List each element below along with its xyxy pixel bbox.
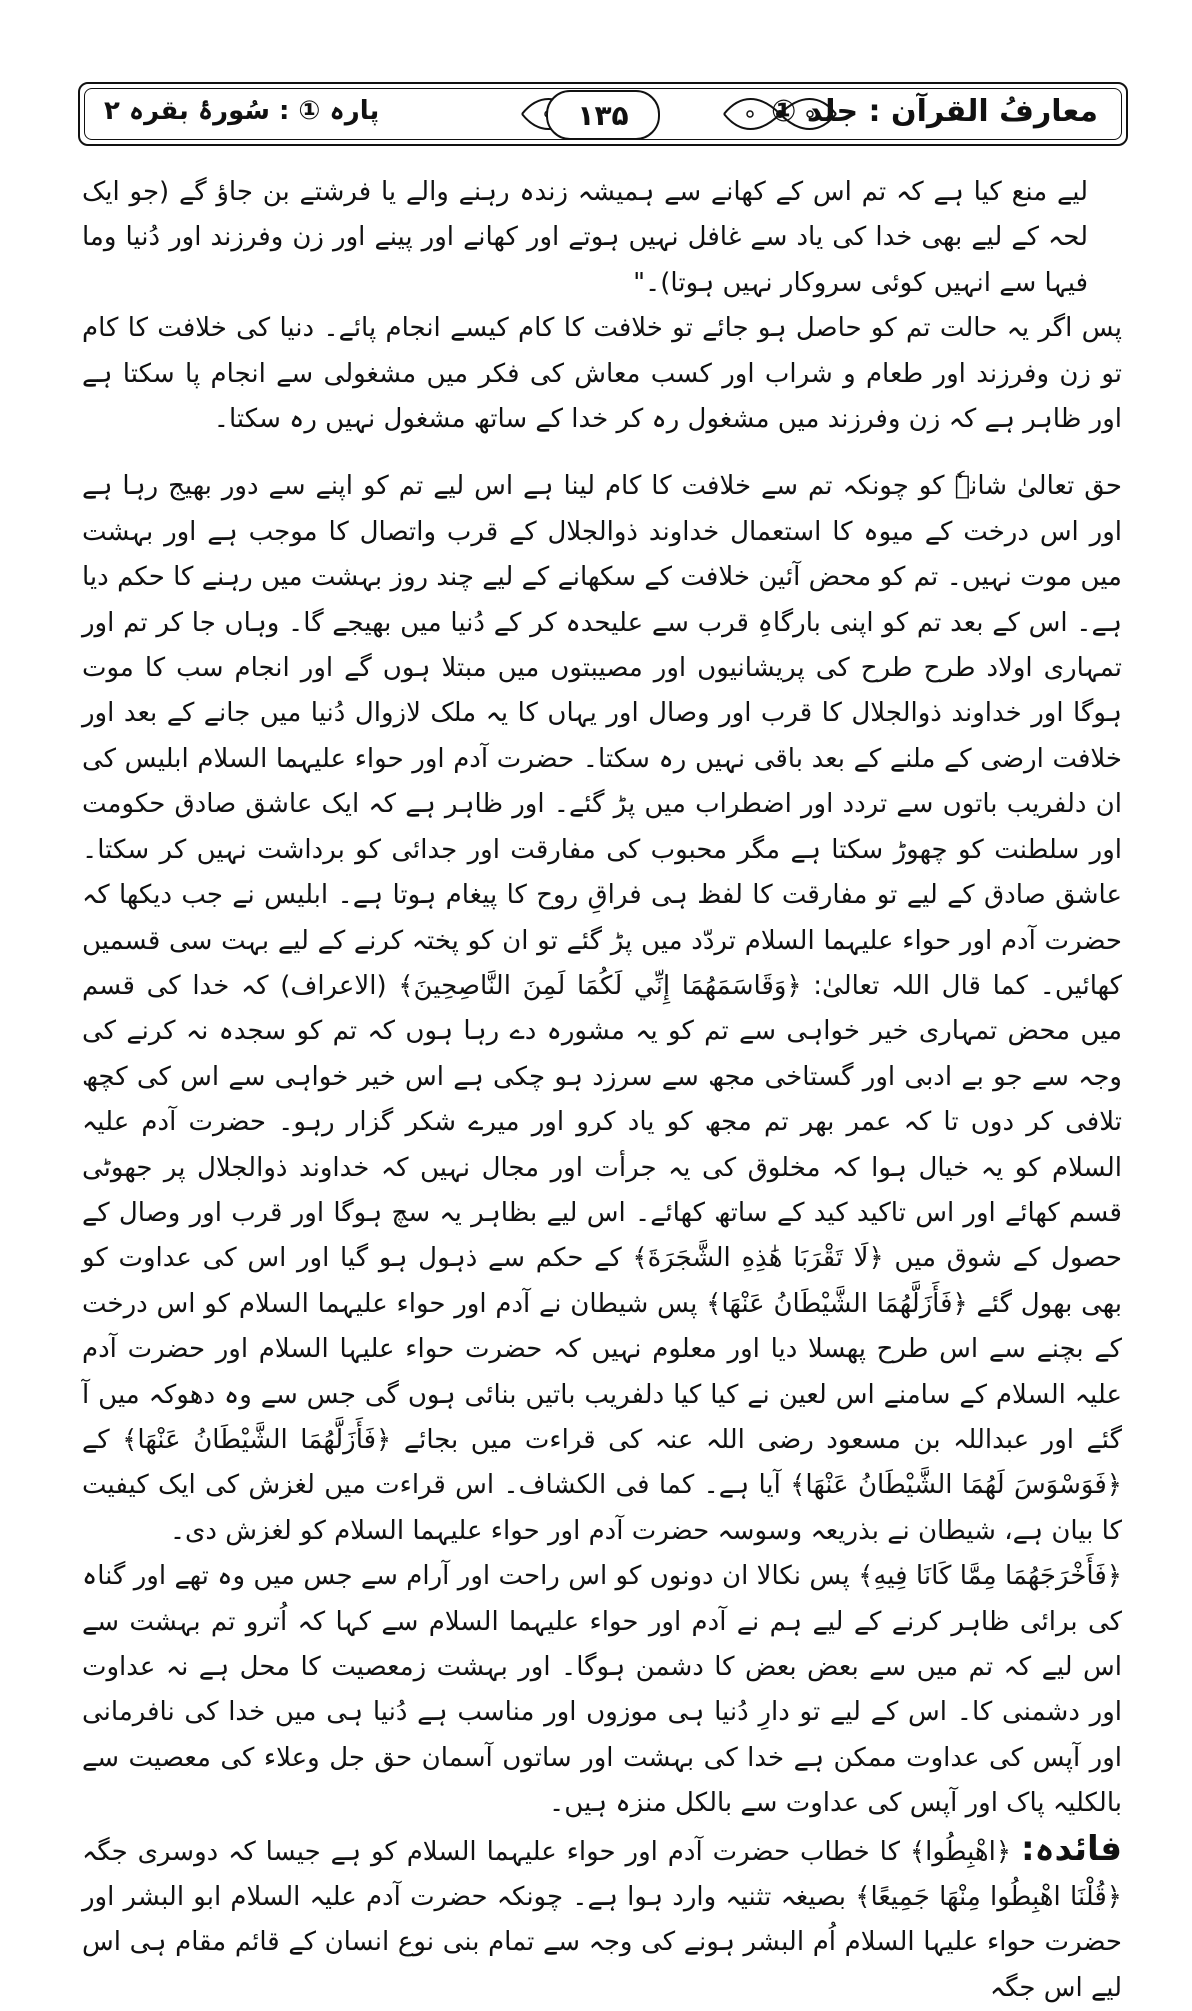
paragraph: پس اگر یہ حالت تم کو حاصل ہو جائے تو خلافت کا کام کیسے انجام پائے۔ دنیا کی خلافت کا کام تو زن وفرزند اور طعام و شراب اور کسب معاش کی فکر میں مشغولی سے انجام پا سکتا ہے اور ظاہر ہے کہ زن وفرزند میں مشغول رہ کر خدا کے ساتھ مشغول نہیں رہ سکتا۔ [82,313,1122,435]
note-text: ﴿اهْبِطُوا﴾ کا خطاب حضرت آدم اور حواء علیہما السلام کو ہے جیسا کہ دوسری جگہ ﴿قُلْنَا اهْبِطُوا مِنْهَا جَمِيعًا﴾ بصیغہ تثنیہ وارد ہوا ہے۔ چونکہ حضرت آدم علیہ السلام ابو البشر اور حضرت حواء علیہا السلام اُم البشر ہونے کی وجہ سے تمام بنی نوع انسان کے قائم مقام ہی اس لیے اس جگہ [82,1836,1122,2003]
paragraph-gap [82,442,1122,464]
note-label: فائدہ: [1021,1828,1122,1869]
page-number: ۱۳۵ [546,90,660,140]
page-header [78,82,1128,146]
book-title: معارفُ القرآن : جلد ① [771,94,1098,129]
page-body [82,170,1122,2011]
paragraph: حق تعالیٰ شانہٗ کو چونکہ تم سے خلافت کا کام لینا ہے اس لیے تم کو اپنے سے دور بھیج رہا ہے اور اس درخت کے میوہ کا استعمال خداوند ذوالجلال کے قرب واتصال کا موجب ہے اور بہشت میں موت نہیں۔ تم کو محض آئین خلافت کے سکھانے کے لیے چند روز بہشت میں رہنے کا حکم دیا ہے۔ اس کے بعد تم کو اپنی بارگاہِ قرب سے علیحدہ کر کے دُنیا میں بھیجے گا۔ وہاں جا کر تم اور تمہاری اولاد طرح طرح کی پریشانیوں اور مصیبتوں میں مبتلا ہوں گے اور انجام سب کا موت ہوگا اور خداوند ذوالجلال کا قرب اور وصال اور یہاں کا یہ ملک لازوال دُنیا میں جانے کے بعد اور خلافت ارضی کے ملنے کے بعد باقی نہیں رہ سکتا۔ حضرت آدم اور حواء علیہما السلام ابلیس کی ان دلفریب باتوں سے تردد اور اضطراب میں پڑ گئے۔ اور ظاہر ہے کہ ایک عاشق صادق حکومت اور سلطنت کو چھوڑ سکتا ہے مگر محبوب کی مفارقت اور جدائی کو برداشت نہیں کر سکتا۔ عاشق صادق کے لیے تو مفارقت کا لفظ ہی فراقِ روح کا پیغام ہوتا ہے۔ ابلیس نے جب دیکھا کہ حضرت آدم اور حواء علیہما السلام تردّد میں پڑ گئے تو ان کو پختہ کرنے کے لیے بہت سی قسمیں کھائیں۔ کما قال اللہ تعالیٰ: ﴿وَقَاسَمَهُمَا إِنِّي لَكُمَا لَمِنَ النَّاصِحِينَ﴾ (الاعراف) کہ خدا کی قسم میں محض تمہاری خیر خواہی سے تم کو یہ مشورہ دے رہا ہوں کہ تم کو سجدہ نہ کرنے کی وجہ سے جو بے ادبی اور گستاخی مجھ سے سرزد ہو چکی ہے اس خیر خواہی سے اس کی کچھ تلافی کر دوں تا کہ عمر بھر تم مجھ کو یاد کرو اور میرے شکر گزار رہو۔ حضرت آدم علیہ السلام کو یہ خیال ہوا کہ مخلوق کی یہ جرأت اور مجال نہیں کہ خداوند ذوالجلال پر جھوٹی قسم کھائے اور اس تاکید کید کے ساتھ کھائے۔ اس لیے بظاہر یہ سچ ہوگا اور قرب اور وصال کے حصول کے شوق میں ﴿لَا تَقْرَبَا هَٰذِهِ الشَّجَرَةَ﴾ کے حکم سے ذہول ہو گیا اور اس کی عداوت کو بھی بھول گئے ﴿فَأَزَلَّهُمَا الشَّيْطَانُ عَنْهَا﴾ پس شیطان نے آدم اور حواء علیہما السلام کو اس درخت کے بچنے سے اس طرح پھسلا دیا اور معلوم نہیں کہ حضرت حواء علیہا السلام اور حضرت آدم علیہ السلام کے سامنے اس لعین نے کیا کیا دلفریب باتیں بنائی ہوں گی جس سے وہ دھوکہ میں آ گئے اور عبداللہ بن مسعود رضی اللہ عنہ کی قراءت میں بجائے ﴿فَأَزَلَّهُمَا الشَّيْطَانُ عَنْهَا﴾ کے ﴿فَوَسْوَسَ لَهُمَا الشَّيْطَانُ عَنْهَا﴾ آیا ہے۔ کما فی الکشاف۔ اس قراءت میں لغزش کی ایک کیفیت کا بیان ہے، شیطان نے بذریعہ وسوسہ حضرت آدم اور حواء علیہما السلام کو لغزش دی۔ [82,471,1122,1546]
para-surah-info: پارہ ① : سُورۂ بقرہ ۲ [104,96,380,126]
note-paragraph [82,1827,1122,2011]
paragraph: لیے منع کیا ہے کہ تم اس کے کھانے سے ہمیشہ زندہ رہنے والے یا فرشتے بن جاؤ گے (جو ایک لحہ کے لیے بھی خدا کی یاد سے غافل نہیں ہوتے اور کھانے اور پینے اور زن وفرزند اور دُنیا وما فیہا سے انہیں کوئی سروکار نہیں ہوتا)۔" [82,177,1088,298]
paragraph: ﴿فَأَخْرَجَهُمَا مِمَّا كَانَا فِيهِ﴾ پس نکالا ان دونوں کو اس راحت اور آرام سے جس میں وہ تھے اور گناہ کی برائی ظاہر کرنے کے لیے ہم نے آدم اور حواء علیہما السلام سے کہا کہ اُترو تم بہشت سے اس لیے کہ تم میں سے بعض بعض کا دشمن ہوگا۔ اور بہشت زمعصیت کا محل ہے نہ عداوت اور دشمنی کا۔ اس کے لیے تو دارِ دُنیا ہی موزوں اور مناسب ہے دُنیا ہی میں خدا کی نافرمانی اور آپس کی عداوت ممکن ہے خدا کی بہشت اور ساتوں آسمان حق جل وعلاء کی معصیت سے بالکلیہ پاک اور آپس کی عداوت سے بالکل منزہ ہیں۔ [82,1561,1122,1819]
